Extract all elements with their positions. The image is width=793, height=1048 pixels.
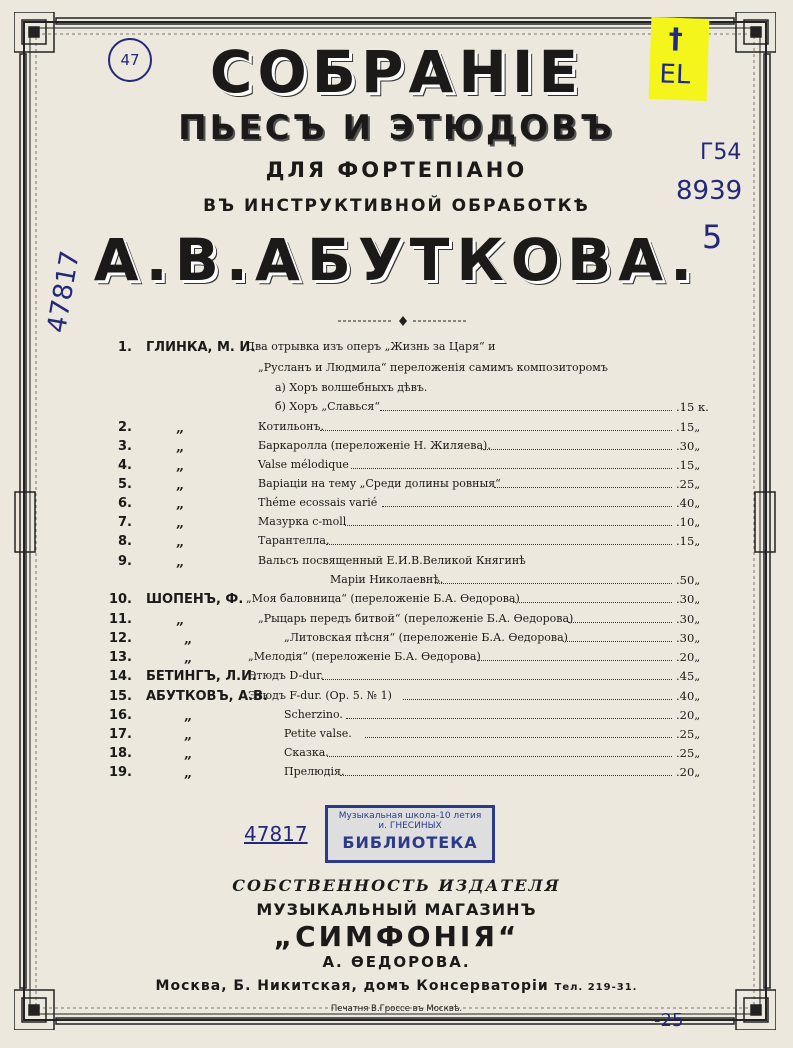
table-row bbox=[0, 592, 793, 612]
leader-dots bbox=[327, 756, 672, 757]
piece-title: „Русланъ и Людмила“ переложенiя самимъ композиторомъ bbox=[258, 361, 608, 374]
table-row bbox=[0, 554, 793, 574]
piece-title: Котильонъ. bbox=[258, 420, 324, 433]
shelf-mark-3: 5 bbox=[702, 218, 723, 256]
leader-dots bbox=[513, 602, 672, 603]
piece-price: .20„ bbox=[676, 650, 701, 664]
piece-title: Вальсъ посвященный Е.И.В.Великой Княгинѣ bbox=[258, 554, 526, 567]
piece-title: Этюдъ F-dur. (Op. 5. № 1) bbox=[248, 689, 392, 702]
shelf-mark-2: 8939 bbox=[676, 176, 743, 206]
piece-number: 12. bbox=[108, 631, 132, 646]
piece-title: б) Хоръ „Славься“ bbox=[275, 400, 380, 413]
piece-price: .15„ bbox=[676, 458, 701, 472]
leader-dots bbox=[382, 506, 672, 507]
piece-number: 11. bbox=[108, 612, 132, 627]
table-row bbox=[0, 612, 793, 632]
table-row bbox=[0, 381, 793, 401]
ditto-mark: „ bbox=[176, 439, 185, 455]
cross-mark-icon: † bbox=[668, 21, 684, 56]
ditto-mark: „ bbox=[176, 515, 185, 531]
subtitle: ПЬЕСЪ И ЭТЮДОВЪ bbox=[178, 108, 615, 148]
circled-number: 47 bbox=[108, 38, 152, 82]
composer-name: БЕТИНГЪ, Л.И. bbox=[146, 669, 257, 684]
stamp-line-3: БИБЛИОТЕКА bbox=[342, 833, 478, 852]
shop-name: „СИМФОНІЯ“ bbox=[273, 920, 520, 953]
ditto-mark: „ bbox=[176, 554, 185, 570]
piece-price: .25„ bbox=[676, 746, 701, 760]
composer-name: ГЛИНКА, М. И. bbox=[146, 340, 256, 355]
piece-price: .20„ bbox=[676, 765, 701, 779]
piece-price: .15„ bbox=[676, 534, 701, 548]
ditto-mark: „ bbox=[184, 631, 193, 647]
piece-number: 1. bbox=[118, 340, 132, 355]
piece-title: Сказка. bbox=[284, 746, 329, 759]
leader-dots bbox=[481, 449, 672, 450]
piece-title: а) Хоръ волшебныхъ дѣвъ. bbox=[275, 381, 428, 394]
piece-number: 17. bbox=[108, 727, 132, 742]
piece-number: 2. bbox=[118, 420, 132, 435]
piece-title: Два отрывка изъ оперъ „Жизнь за Царя“ и bbox=[246, 340, 496, 353]
leader-dots bbox=[320, 430, 672, 431]
piece-title: „Моя баловница“ (переложеніе Б.А. Өедорова) bbox=[246, 592, 520, 605]
ditto-mark: „ bbox=[176, 477, 185, 493]
piece-title: „Литовская пѣсня“ (переложеніе Б.А. Өедорова) bbox=[284, 631, 568, 644]
piece-number: 7. bbox=[118, 515, 132, 530]
page-title: СОБРАНІЕ bbox=[209, 38, 584, 106]
piece-number: 10. bbox=[108, 592, 132, 607]
ditto-mark: „ bbox=[184, 765, 193, 781]
ditto-mark: „ bbox=[184, 708, 193, 724]
ditto-mark: „ bbox=[176, 420, 185, 436]
leader-dots bbox=[477, 660, 672, 661]
piece-number: 5. bbox=[118, 477, 132, 492]
sticky-text: EL bbox=[658, 59, 691, 91]
bottom-mark: -25 bbox=[654, 1010, 684, 1031]
piece-number: 3. bbox=[118, 439, 132, 454]
leader-dots bbox=[326, 544, 672, 545]
piece-price: .30„ bbox=[676, 592, 701, 606]
library-stamp bbox=[325, 805, 495, 863]
leader-dots bbox=[365, 737, 672, 738]
piece-title: „Рыцарь передъ битвой“ (переложеніе Б.А. Өедорова) bbox=[258, 612, 574, 625]
leader-dots bbox=[345, 525, 672, 526]
owner-name: А. ӨЕДОРОВА. bbox=[322, 953, 471, 971]
shelf-mark-1: Г54 bbox=[700, 140, 742, 165]
piece-price: .30„ bbox=[676, 439, 701, 453]
piece-price: .30„ bbox=[676, 612, 701, 626]
piece-number: 14. bbox=[108, 669, 132, 684]
divider-ornament-icon bbox=[338, 316, 468, 326]
table-row bbox=[0, 746, 793, 766]
piece-price: .40„ bbox=[676, 689, 701, 703]
piece-number: 8. bbox=[118, 534, 132, 549]
table-row bbox=[0, 515, 793, 535]
table-row bbox=[0, 477, 793, 497]
ditto-mark: „ bbox=[184, 746, 193, 762]
ditto-mark: „ bbox=[176, 612, 185, 628]
publisher-property: СОБСТВЕННОСТЬ ИЗДАТЕЛЯ bbox=[232, 876, 561, 895]
piece-number: 15. bbox=[108, 689, 132, 704]
piece-number: 4. bbox=[118, 458, 132, 473]
table-row bbox=[0, 340, 793, 360]
piece-title: Маріи Николаевнѣ. bbox=[330, 573, 444, 586]
leader-dots bbox=[351, 468, 672, 469]
address-line bbox=[0, 978, 793, 994]
table-row bbox=[0, 689, 793, 709]
ditto-mark: „ bbox=[184, 727, 193, 743]
piece-price: .40„ bbox=[676, 496, 701, 510]
piece-price: .20„ bbox=[676, 708, 701, 722]
table-row bbox=[0, 496, 793, 516]
shop-line: МУЗЫКАЛЬНЫЙ МАГАЗИНЪ bbox=[256, 900, 537, 919]
piece-price: .25„ bbox=[676, 477, 701, 491]
ditto-mark: „ bbox=[176, 458, 185, 474]
leader-dots bbox=[340, 775, 672, 776]
table-row bbox=[0, 631, 793, 651]
piece-price: .30„ bbox=[676, 631, 701, 645]
table-row bbox=[0, 708, 793, 728]
piece-title: Petite valse. bbox=[284, 727, 352, 740]
piece-title: Этюдъ D-dur. bbox=[248, 669, 324, 682]
leader-dots bbox=[346, 718, 672, 719]
table-row bbox=[0, 534, 793, 554]
piece-price: .15„ bbox=[676, 420, 701, 434]
stamp-line-1: Музыкальная школа-10 летия bbox=[338, 811, 482, 821]
leader-dots bbox=[435, 583, 672, 584]
piece-price: .10„ bbox=[676, 515, 701, 529]
arrangement-line: ВЪ ИНСТРУКТИВНОЙ ОБРАБОТКѢ bbox=[203, 196, 590, 216]
piece-title: Scherzino. bbox=[284, 708, 343, 721]
composer-name: ШОПЕНЪ, Ф. bbox=[146, 592, 244, 607]
piece-number: 18. bbox=[108, 746, 132, 761]
leader-dots bbox=[563, 641, 672, 642]
piece-title: Прелюдія. bbox=[284, 765, 345, 778]
inventory-number-stamp: 47817 bbox=[244, 822, 308, 846]
table-row bbox=[0, 669, 793, 689]
piece-number: 6. bbox=[118, 496, 132, 511]
table-row bbox=[0, 439, 793, 459]
inventory-number-left: 47817 bbox=[42, 248, 86, 336]
author-name: А.В.АБУТКОВА. bbox=[93, 226, 700, 294]
table-row bbox=[0, 573, 793, 593]
table-row bbox=[0, 727, 793, 747]
ditto-mark: „ bbox=[176, 534, 185, 550]
piece-number: 13. bbox=[108, 650, 132, 665]
piece-price: .15 к. bbox=[676, 400, 709, 414]
table-row bbox=[0, 361, 793, 381]
table-row bbox=[0, 400, 793, 420]
address-text: Москва, Б. Никитская, домъ Консерваторіи bbox=[155, 978, 549, 994]
piece-title: Баркаролла (переложеніе Н. Жиляева). bbox=[258, 439, 491, 452]
printer-line: Печатня В.Гроссе въ Москвѣ. bbox=[330, 1004, 463, 1014]
piece-price: .45„ bbox=[676, 669, 701, 683]
leader-dots bbox=[322, 679, 672, 680]
leader-dots bbox=[403, 699, 672, 700]
piece-title: „Мелодія“ (переложеніе Б.А. Өедорова) bbox=[248, 650, 481, 663]
ditto-mark: „ bbox=[176, 496, 185, 512]
piece-title: Valse mélodique bbox=[258, 458, 349, 471]
stamp-line-2: и. ГНЕСИНЫХ bbox=[378, 821, 442, 831]
piece-number: 9. bbox=[118, 554, 132, 569]
piece-price: .50„ bbox=[676, 573, 701, 587]
phone-text: Тел. 219-31. bbox=[554, 982, 638, 993]
piece-title: Мазурка c-moll bbox=[258, 515, 347, 528]
composer-name: АБУТКОВЪ, А.В. bbox=[146, 689, 268, 704]
table-row bbox=[0, 765, 793, 785]
instrument-line: ДЛЯ ФОРТЕПІАНО bbox=[265, 158, 528, 182]
piece-number: 19. bbox=[108, 765, 132, 780]
table-row bbox=[0, 650, 793, 670]
piece-title: Варіаціи на тему „Среди долины ровныя“ bbox=[258, 477, 501, 490]
piece-title: Тарантелла. bbox=[258, 534, 330, 547]
table-row bbox=[0, 420, 793, 440]
piece-price: .25„ bbox=[676, 727, 701, 741]
piece-number: 16. bbox=[108, 708, 132, 723]
leader-dots bbox=[494, 487, 672, 488]
ditto-mark: „ bbox=[184, 650, 193, 666]
table-row bbox=[0, 458, 793, 478]
leader-dots bbox=[380, 410, 672, 411]
leader-dots bbox=[568, 622, 672, 623]
piece-title: Théme ecossais varié bbox=[258, 496, 378, 509]
